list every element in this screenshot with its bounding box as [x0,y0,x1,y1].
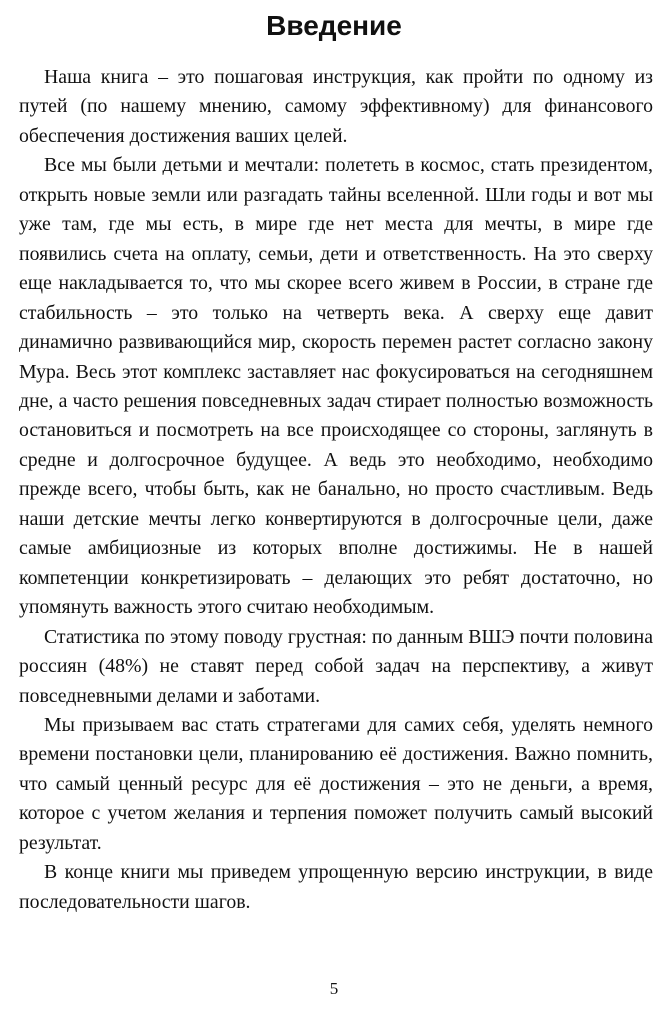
paragraph-dreams: Все мы были детьми и мечтали: полететь в космос, стать президентом, открыть новые земли или разгадать тайны вселенной. Шли годы и вот мы уже там, где мы есть, в мире где нет места для мечты, в мире где появились счета на оплату, семьи, дети и ответственность. На это сверху еще накладывается то, что мы скорее всего живем в России, в стране где стабильность – это только на четверть века. А сверху еще давит динамично развивающийся мир, скорость перемен растет согласно закону Мура. Весь этот комплекс заставляет нас фокусироваться на сегодняшнем дне, а часто решения повседневных задач стирает полностью возможность остановиться и посмотреть на все происходящее со стороны, заглянуть в средне и долгосрочное будущее. А ведь это необходимо, необходимо прежде всего, чтобы быть, как не банально, но просто счастливым. Ведь наши детские мечты легко конвертируются в долгосрочные цели, даже самые амбициозные из которых вполне достижимы. Не в нашей компетенции конкретизировать – делающих это ребят достаточно, но упомянуть важность этого считаю необходимым. [19,154,653,619]
page-number: 5 [329,979,339,998]
paragraph-conclusion: В конце книги мы приведем упрощенную версию инструкции, в виде последовательности шагов. [19,861,653,913]
body-text [19,63,653,917]
paragraph-intro: Наша книга – это пошаговая инструкция, как пройти по одному из путей (по нашему мнению, самому эффективному) для финансового обеспечения достижения ваших целей. [19,66,653,147]
paragraph-strategists: Мы призываем вас стать стратегами для самих себя, уделять немного времени постановки цели, планированию её достижения. Важно помнить, что самый ценный ресурс для её достижения – это не деньги, а время, которое с учетом желания и терпения поможет получить самый высокий результат. [19,713,653,854]
paragraph-statistics: Статистика по этому поводу грустная: по данным ВШЭ почти половина россиян (48%) не ставят перед собой задач на перспективу, а живут повседневными делами и заботами. [19,625,653,707]
chapter-title: Введение [266,10,402,41]
